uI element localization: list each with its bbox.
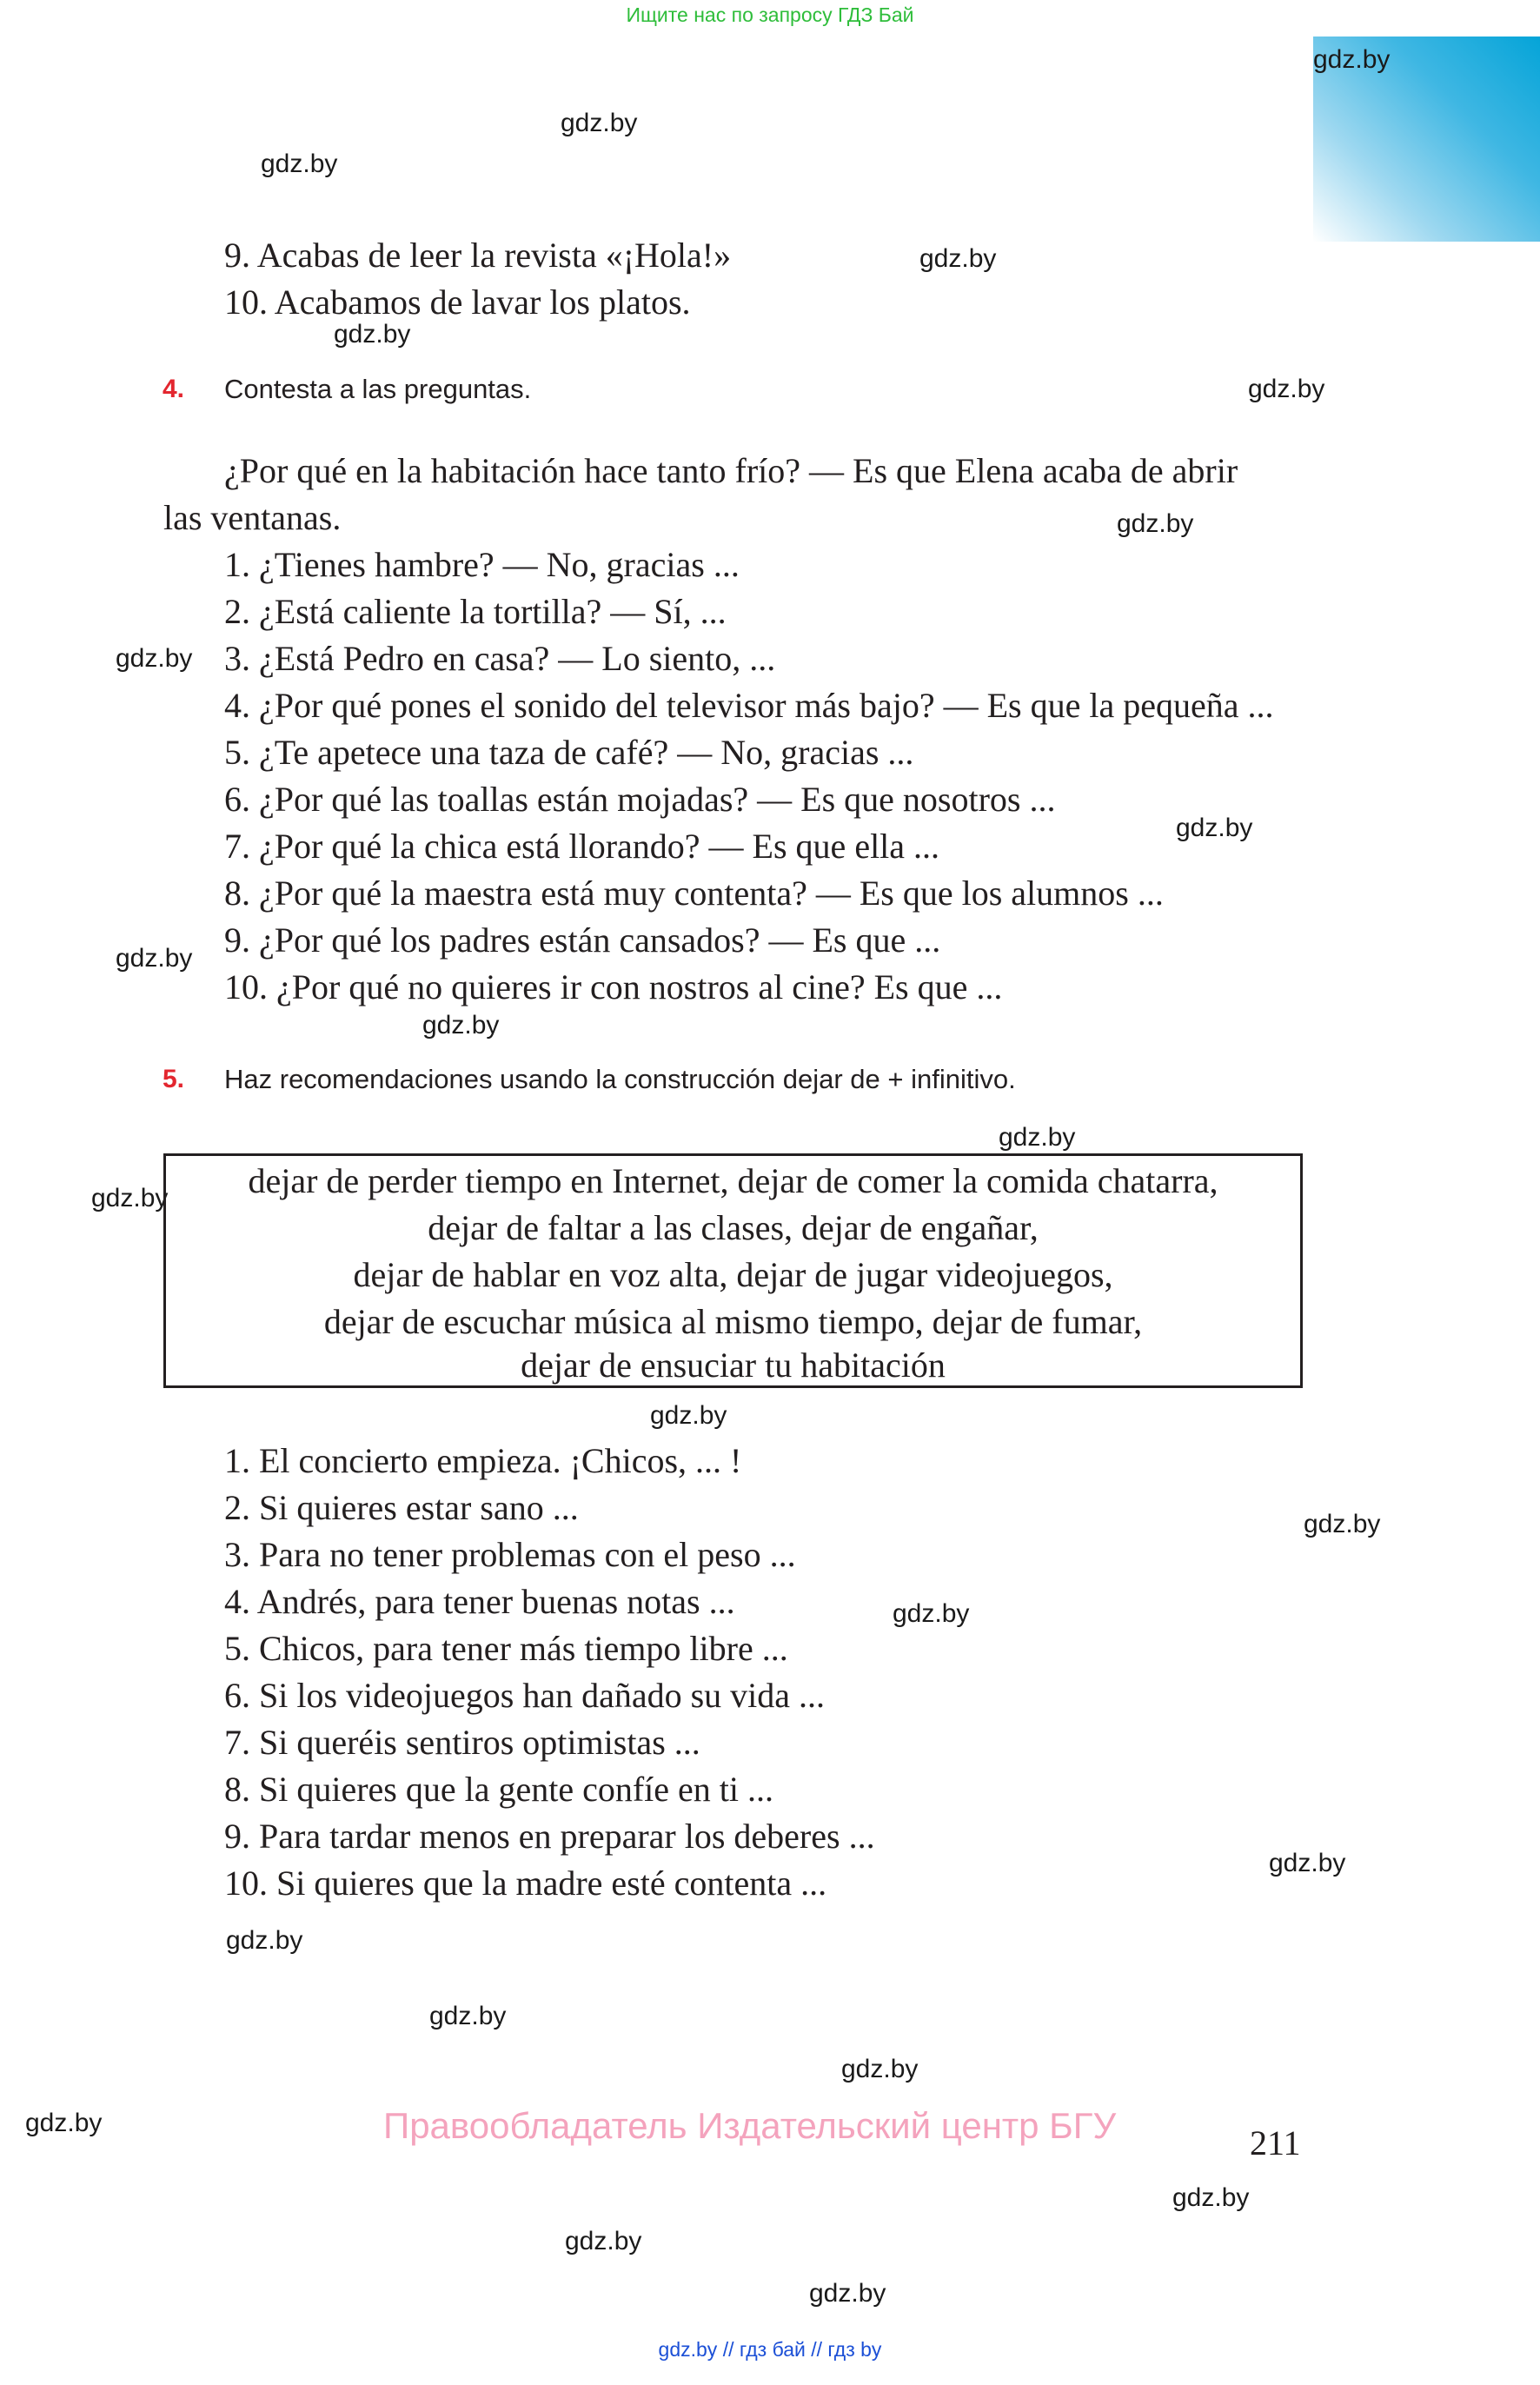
watermark: gdz.by: [422, 1011, 500, 1040]
watermark: gdz.by: [334, 320, 411, 349]
bottom-links[interactable]: gdz.by // гдз бай // гдз by: [658, 2338, 882, 2361]
watermark: gdz.by: [1172, 2183, 1250, 2212]
watermark: gdz.by: [893, 1599, 970, 1628]
task-4-item: 8. ¿Por qué la maestra está muy contenta? — Es que los alumnos ...: [224, 874, 1164, 913]
phrase-box-line: dejar de escuchar música al mismo tiempo, dejar de fumar,: [323, 1302, 1143, 1341]
task-4-item: 3. ¿Está Pedro en casa? — Lo siento, ...: [224, 639, 776, 678]
task-5-item: 6. Si los videojuegos han dañado su vida ...: [224, 1676, 826, 1715]
watermark: gdz.by: [841, 2055, 919, 2083]
task-5-item: 2. Si quieres estar sano ...: [224, 1488, 579, 1527]
task-4-item: 6. ¿Por qué las toallas están mojadas? — Es que nosotros ...: [224, 780, 1056, 819]
task-4-instruction: Contesta a las preguntas.: [224, 374, 532, 404]
task-5-item: 8. Si quieres que la gente confíe en ti ...: [224, 1770, 774, 1809]
watermark: gdz.by: [1269, 1849, 1346, 1877]
page-number: 211: [1250, 2123, 1301, 2162]
watermark: gdz.by: [561, 109, 638, 137]
watermark: gdz.by: [91, 1184, 169, 1212]
phrase-box-line: dejar de faltar a las clases, dejar de engañar,: [428, 1208, 1039, 1247]
task-5-item: 1. El concierto empieza. ¡Chicos, ... !: [224, 1441, 742, 1480]
phrase-box-line: dejar de perder tiempo en Internet, dejar de comer la comida chatarra,: [248, 1161, 1218, 1200]
task-4-number: 4.: [163, 375, 185, 403]
task-4-example-cont: las ventanas.: [163, 498, 342, 537]
watermark: gdz.by: [116, 644, 193, 673]
watermark: gdz.by: [999, 1123, 1076, 1152]
prev-item: 9. Acabas de leer la revista «¡Hola!»: [224, 236, 732, 275]
phrase-box: [163, 1153, 1303, 1388]
task-4-item: 9. ¿Por qué los padres están cansados? — Es que ...: [224, 920, 941, 960]
task-5-item: 9. Para tardar menos en preparar los deberes ...: [224, 1817, 875, 1856]
watermark: gdz.by: [650, 1401, 727, 1430]
watermark: gdz.by: [565, 2227, 642, 2255]
top-banner: Ищите нас по запросу ГДЗ Бай: [626, 3, 914, 26]
watermark: gdz.by: [226, 1926, 303, 1955]
task-5-item: 10. Si quieres que la madre esté contenta ...: [224, 1863, 827, 1903]
watermark: gdz.by: [1176, 814, 1253, 842]
watermark: gdz.by: [429, 2002, 507, 2030]
task-5-item: 4. Andrés, para tener buenas notas ...: [224, 1582, 735, 1621]
task-4-item: 7. ¿Por qué la chica está llorando? — Es que ella ...: [224, 827, 940, 866]
task-4-item: 2. ¿Está caliente la tortilla? — Sí, ...: [224, 592, 727, 631]
watermark: gdz.by: [1313, 45, 1391, 74]
task-5-instruction: Haz recomendaciones usando la construcción dejar de + infinitivo.: [224, 1064, 1016, 1094]
task-4-item: 5. ¿Te apetece una taza de café? — No, gracias ...: [224, 733, 914, 772]
phrase-box-line: dejar de hablar en voz alta, dejar de jugar videojuegos,: [353, 1255, 1113, 1294]
watermark: gdz.by: [116, 944, 193, 973]
task-5-number: 5.: [163, 1065, 185, 1093]
watermark: gdz.by: [1248, 375, 1325, 403]
prev-item: 10. Acabamos de lavar los platos.: [224, 282, 691, 322]
task-5-item: 5. Chicos, para tener más tiempo libre ...: [224, 1629, 788, 1668]
watermark: gdz.by: [261, 149, 338, 178]
task-5-item: 3. Para no tener problemas con el peso ...: [224, 1535, 796, 1574]
task-4-item: 10. ¿Por qué no quieres ir con nostros al cine? Es que ...: [224, 967, 1003, 1006]
task-4-item: 1. ¿Tienes hambre? — No, gracias ...: [224, 545, 740, 584]
watermark: gdz.by: [809, 2279, 886, 2308]
task-4-item: 4. ¿Por qué pones el sonido del televisor más bajo? — Es que la pequeña ...: [224, 686, 1274, 725]
phrase-box-line: dejar de ensuciar tu habitación: [521, 1345, 946, 1385]
watermark: gdz.by: [919, 244, 997, 273]
task-4-example: ¿Por qué en la habitación hace tanto frío? — Es que Elena acaba de abrir: [224, 451, 1238, 490]
watermark: gdz.by: [1304, 1510, 1381, 1538]
task-5-item: 7. Si queréis sentiros optimistas ...: [224, 1723, 700, 1762]
watermark: gdz.by: [25, 2109, 103, 2137]
copyright-notice: Правообладатель Издательский центр БГУ: [383, 2105, 1117, 2146]
watermark: gdz.by: [1117, 509, 1194, 538]
